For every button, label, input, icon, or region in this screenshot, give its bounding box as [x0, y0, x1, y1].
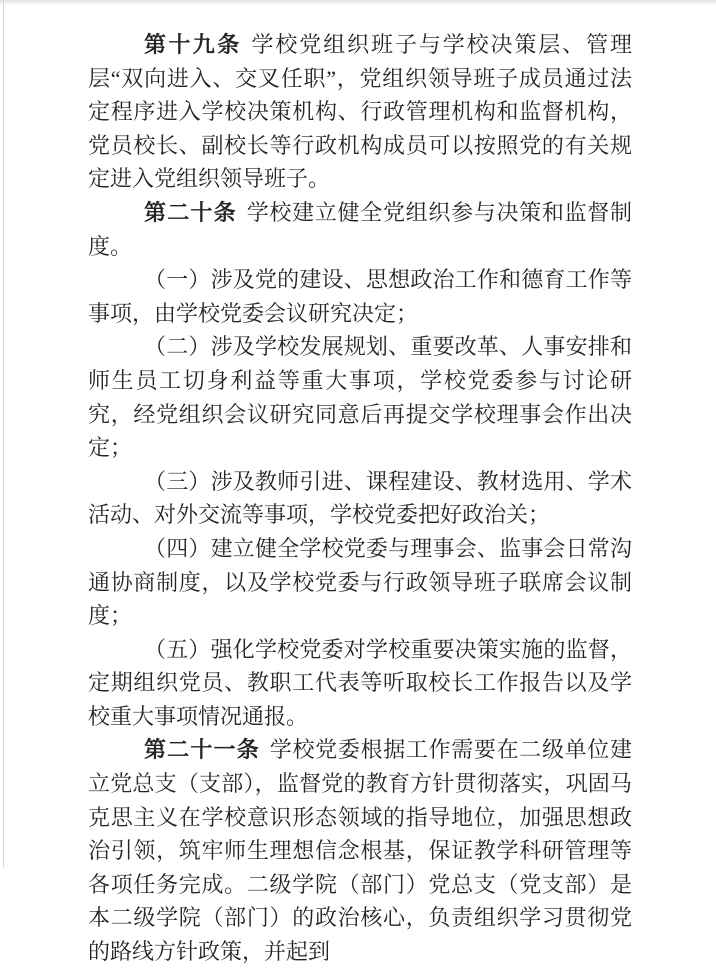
paragraph: [88, 330, 632, 464]
paragraph-text: （四）建立健全学校党委与理事会、监事会日常沟通协商制度，以及学校党委与行政领导班子联席会议制度；: [88, 535, 632, 629]
article-number: 第二十条: [144, 199, 237, 225]
paragraph-text: （五）强化学校党委对学校重要决策实施的监督，定期组织党员、教职工代表等听取校长工作报告以及学校重大事项情况通报。: [88, 636, 632, 729]
article-number: 第十九条: [144, 32, 242, 57]
paragraph-text: （二）涉及学校发展规划、重要改革、人事安排和师生员工切身利益等重大事项，学校党委参与讨论研究，经党组织会议研究同意后再提交学校理事会作出决定；: [88, 334, 632, 461]
paragraph: [88, 465, 632, 532]
paragraph: [88, 28, 632, 196]
paragraph-text: （一）涉及党的建设、思想政治工作和德育工作等事项，由学校党委会议研究决定；: [88, 267, 632, 326]
paragraph: [88, 196, 632, 263]
document-body: [88, 28, 632, 969]
paragraph-text: （三）涉及教师引进、课程建设、教材选用、学术活动、对外交流等事项，学校党委把好政治关；: [88, 468, 632, 528]
paragraph: [88, 633, 632, 734]
article-number: 第二十一条: [144, 737, 260, 763]
paragraph-text: 学校建立健全党组织参与决策和监督制度。: [88, 199, 632, 259]
paragraph: [88, 263, 632, 330]
paragraph: [88, 733, 632, 968]
paragraph-text: 学校党委根据工作需要在二级单位建立党总支（支部），监督党的教育方针贯彻落实，巩固马克思主义在学校意识形态领域的指导地位，加强思想政治引领，筑牢师生理想信念根基，保证教学科研管理等各项任务完成。二级学院（部门）党总支（党支部）是本二级学院（部门）的政治核心，负责组织学习贯彻党的路线方针政策，并起到: [88, 737, 632, 965]
paragraph: [88, 532, 632, 633]
paragraph-text: 学校党组织班子与学校决策层、管理层“双向进入、交叉任职”，党组织领导班子成员通过法定程序进入学校决策机构、行政管理机构和监督机构，党员校长、副校长等行政机构成员可以按照党的有关规定进入党组织领导班子。: [88, 32, 632, 192]
